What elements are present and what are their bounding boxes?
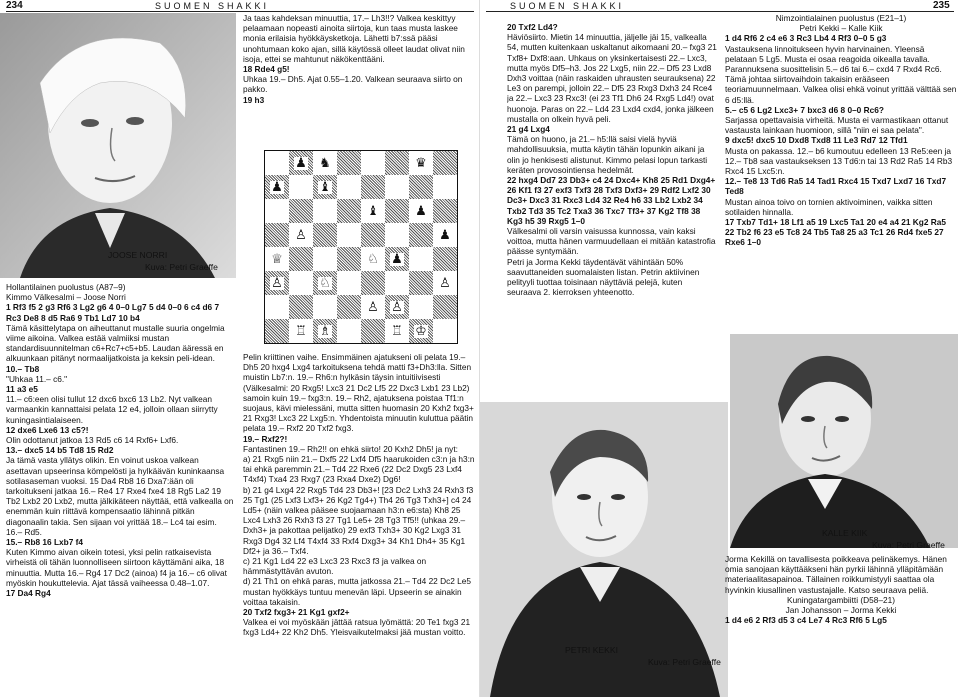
board-square xyxy=(265,247,289,271)
paragraph: Valkea ei voi myöskään jättää ratsua lyömättä: 20 Te1 fxg3 21 fxg3 Ld4+ 22 Kh2 Dh5. Yleisvaikutelmaksi jää mustan voitto. xyxy=(243,617,471,638)
board-square xyxy=(289,175,313,199)
board-square xyxy=(337,223,361,247)
paragraph: b) 21 g4 Lxg4 22 Rxg5 Td4 23 Db3+! [23 Dc2 Lxh3 24 Rxh3 f3 25 Tg1 (25 Lxf3 Lxf3+ 26 Kg2 Tg4+) Th4 26 Tg3 Txh3+] c4 24 Ld5+ (näin valkea pääsee suojaamaan h3:n e6:sta) Kh8 25 Lxc4 Lxh3 26 Rxh3 f3 27 Tg1 Le5+ 28 Tg3 Tf5!! (uhkaa 29.– Dxh3+ ja pakottaa pelijatko) 29 exf3 Txh3+ 30 Kg2 Lxg3 31 Rxg3 Dg4 32 Lf4 T4xf4 33 Rxf4 Dxg3+ 34 Kh1 Dh4+ 35 Kg1 Df2+ ja 36.– Txf4. xyxy=(243,484,474,556)
chess-piece: ♙ xyxy=(439,275,451,291)
board-square xyxy=(337,319,361,343)
move-line: 1 Rf3 f5 2 g3 Rf6 3 Lg2 g6 4 0–0 Lg7 5 d4 0–0 6 c4 d6 7 Rc3 De8 8 d5 Ra6 9 Tb1 Ld7 10 b4 xyxy=(6,302,220,323)
move-line: 1 d4 Rf6 2 c4 e6 3 Rc3 Lb4 4 Rf3 0–0 5 g3 xyxy=(725,33,887,44)
page-number: 234 xyxy=(6,0,23,11)
photo-joose-norri xyxy=(0,13,236,278)
page-number: 235 xyxy=(933,0,950,11)
board-square xyxy=(433,199,457,223)
photo-kalle-kiik xyxy=(730,334,958,548)
paragraph: Olin odottanut jatkoa 13 Rd5 c6 14 Rxf6+ Lxf6. xyxy=(6,435,179,446)
paragraph: "Uhkaa 11.– c6." xyxy=(6,373,68,384)
chess-piece: ♟ xyxy=(415,203,427,219)
move-line: 19.– Rxf2?! xyxy=(243,433,288,444)
move-line: 17 Da4 Rg4 xyxy=(6,588,51,599)
board-square xyxy=(361,271,385,295)
board-square xyxy=(361,247,385,271)
paragraph: Jorma Kekillä on tavallisesta poikkeava pelinäkemys. Hänen omia sanojaan käyttääkseni hän pyrkii lähinnä ylläpitämään materiaalitasapainoa. Tällainen roikkumistyyli saattaa ola hyvinkin kiusallinen vastustajalle. Katso seuraava peliä. xyxy=(725,554,947,595)
board-square xyxy=(409,271,433,295)
paragraph: Sarjassa opettavaisia virheitä. Musta ei varmastikaan ottanut vastausta lainkaan huomioon, sillä "niin ei saa pelata". xyxy=(725,115,949,136)
board-square xyxy=(433,295,457,319)
board-square xyxy=(337,151,361,175)
text-column-3 xyxy=(507,22,717,400)
board-square xyxy=(385,247,409,271)
move-line: 10.– Tb8 xyxy=(6,363,40,374)
board-square xyxy=(361,295,385,319)
paragraph: Petri Kekki – Kalle Kiik xyxy=(799,23,883,34)
move-line: 12 dxe6 Lxe6 13 c5?! xyxy=(6,424,89,435)
paragraph: Nimzointialainen puolustus (E21–1) xyxy=(775,13,907,23)
board-square xyxy=(409,247,433,271)
photo1-caption-name: PETRI KEKKI xyxy=(565,645,619,655)
board-square xyxy=(385,223,409,247)
board-square xyxy=(385,295,409,319)
board-square xyxy=(337,247,361,271)
running-head: SUOMEN SHAKKI xyxy=(155,1,270,11)
board-square xyxy=(433,319,457,343)
chess-piece: ♙ xyxy=(391,299,403,315)
move-line: 12.– Te8 13 Td6 Ra5 14 Tad1 Rxc4 15 Txd7 Lxd7 16 Txd7 Ted8 xyxy=(725,176,947,197)
chess-piece: ♙ xyxy=(295,227,307,243)
paragraph: c) 21 Kg1 Ld4 22 e3 Lxc3 23 Rxc3 f3 ja valkea on hämmästyttävän avuton. xyxy=(243,556,427,577)
paragraph: Häviösiirto. Mietin 14 minuuttia, jäljelle jäi 15, valkealla 54, mutten kuitenkaan uskaltanut aikomaani 20.– fxg3 21 Txf8+ Dxf8:aan. Uhkaus on yksinkertaisesti 22.– Lxc3, mutta myös Df5–h3. Jos 22 Lxg5, niin 22.– Df5 23 Lxd8 Dxh3 voittaa (näin raskaiden uhrausten seurauksena) 22 Le3 on parempi, jolloin 22.– Df5 23 Rxg3 Dxh3 24 Rce4 ja 22.– Lxc3 23 Rxc3! (ei 23 Tf1 Dh6 24 Rxg5 Ld4!) ovat huonoja. Paras on 22.– Ld4 23 Lxd4 cxd4, jonka jälkeen mustalla on olkein hyvä peli. xyxy=(507,32,717,124)
paragraph: Musta on pakassa. 12.– b6 kumoutuu edelleen 13 Re5:een ja 12.– Tb8 saa vastaukseksen 13 Td6:n tai 13 Rd2 Ra5 14 Rb3 Rxc4 15 Lxc5:n. xyxy=(725,145,953,177)
move-line: 18 Rde4 g5! xyxy=(243,64,290,75)
chess-piece: ♕ xyxy=(271,251,283,267)
right-page xyxy=(480,0,960,697)
board-square xyxy=(265,151,289,175)
board-square xyxy=(265,199,289,223)
chess-piece: ♔ xyxy=(415,323,427,339)
board-square xyxy=(409,295,433,319)
board-square xyxy=(433,271,457,295)
move-line: 13.– dxc5 14 b5 Td8 15 Rd2 xyxy=(6,445,114,456)
chess-piece: ♞ xyxy=(319,155,331,171)
chess-piece: ♝ xyxy=(319,179,331,195)
board-square xyxy=(313,151,337,175)
text-column-2-top xyxy=(243,13,475,143)
board-square xyxy=(361,175,385,199)
board-square xyxy=(409,319,433,343)
board-square xyxy=(337,295,361,319)
paragraph: Pelin kriittinen vaihe. Ensimmäinen ajatukseni oli pelata 19.– Dh5 20 hxg4 Lxg4 tarkoituksena tehdä matti f3+Dh3:lla. Sitten muistin Lb7:n. 19.– Rh6:n hylkäsin täysin intuitiivisesti (Välkesalmi: 20 Rxg5! Lxc3 21 Dc2 Lf5 22 Dxc3 Lxb1 23 Lb2) samoin kuin 19.– fxg3:n. 19.– Rh2, ajatuksena poistaa Tf1:n suojaus, kävi mielessäni, mutta sitten huomasin 20 Kxh2 fxg3+ 21 Rxg3! Lxc3 22 Lxg5:n. Yhdentoista minuutin kuluttua päätin pelata 19.– Rxf2 20 Txf2 fxg3. xyxy=(243,352,474,434)
photo2-caption-name: KALLE KIIK xyxy=(822,528,868,538)
paragraph: Tämä käsittelytapa on aiheuttanut mustalle suuria ongelmia viime aikoina. Valkea estää valmiiksi mustan standardisuunnitelman c6+Rc7+c5+b5. Laudan ääressä en alkuunkaan pitänyt normaalijatkoista ja keksin peli-idean. xyxy=(6,322,225,364)
paragraph: Kimmo Välkesalmi – Joose Norri xyxy=(6,292,126,303)
chess-piece: ♟ xyxy=(439,227,451,243)
paragraph: Kuningatargambiitti (D58–21) xyxy=(787,594,895,605)
chess-piece: ♘ xyxy=(367,251,379,267)
board-square xyxy=(313,295,337,319)
chess-piece: ♖ xyxy=(391,323,403,339)
paragraph: Kuten Kimmo aivan oikein totesi, yksi pelin ratkaisevista virheistä oli tähän luonnolliseen siirtoon käyttämäni aika, 18 minuuttia. Mutta 16.– Rg4 17 Dc2 (ainoa) f4 ja 16.– c6 olivat myöskin houkuttelevia. Ajat tässä vaiheessa 0.48–1.07. xyxy=(6,547,227,588)
board-square xyxy=(433,247,457,271)
board-square xyxy=(265,175,289,199)
text-column-4-bottom xyxy=(725,554,957,694)
paragraph: Fantastinen 19.– Rh2!! on ehkä siirto! 20 Kxh2 Dh5! ja nyt: xyxy=(243,443,458,454)
board-square xyxy=(385,199,409,223)
paragraph: d) 21 Th1 on ehkä paras, mutta jatkossa 21.– Td4 22 Dc2 Le5 mustan hyökkäys tuntuu menevän läpi. Upseerin se ainakin voittaa takaisin. xyxy=(243,576,472,607)
header-rule xyxy=(486,11,954,12)
paragraph: Hollantilainen puolustus (A87–9) xyxy=(6,282,126,292)
board-square xyxy=(385,175,409,199)
board-square xyxy=(265,223,289,247)
chess-piece: ♟ xyxy=(391,251,403,267)
move-line: 5.– c5 6 Lg2 Lxc3+ 7 bxc3 d6 8 0–0 Rc6? xyxy=(725,104,884,115)
chess-piece: ♝ xyxy=(367,203,379,219)
board-square xyxy=(337,199,361,223)
board-square xyxy=(313,247,337,271)
chess-piece: ♗ xyxy=(319,323,331,339)
board-square xyxy=(409,223,433,247)
board-square xyxy=(409,199,433,223)
board-square xyxy=(289,151,313,175)
chess-piece: ♙ xyxy=(271,275,283,291)
board-square xyxy=(313,223,337,247)
board-square xyxy=(433,151,457,175)
text-column-2-bottom xyxy=(243,352,475,694)
board-square xyxy=(289,295,313,319)
chess-piece: ♟ xyxy=(295,155,307,171)
board-square xyxy=(337,175,361,199)
move-line: 20 Txf2 fxg3+ 21 Kg1 gxf2+ xyxy=(243,607,350,618)
board-square xyxy=(265,271,289,295)
chess-piece: ♟ xyxy=(271,179,283,195)
board-square xyxy=(361,151,385,175)
running-head: SUOMEN SHAKKI xyxy=(510,1,625,11)
paragraph: 11.– c6:een olisi tullut 12 dxc6 bxc6 13 Lb2. Nyt valkean varmaankin kannattaisi pelata 12 e4, jolloin ollaan siirrytty kuningasintialaiseen. xyxy=(6,394,218,425)
board-square xyxy=(385,319,409,343)
board-square xyxy=(289,319,313,343)
move-line: 19 h3 xyxy=(243,94,265,105)
chess-piece: ♘ xyxy=(319,275,331,291)
chess-piece: ♛ xyxy=(415,155,427,171)
move-line: 21 g4 Lxg4 xyxy=(507,124,550,135)
paragraph: Tämä on huono, ja 21.– h5:llä saisi vielä hyviä mahdollisuuksia, mutta käytin tähän lopunkin aikani ja olin jo henkisesti alistunut. Kimmo pelasi lopun tarkasti keräten provosointiensa hedelmät. xyxy=(507,134,708,175)
header-rule xyxy=(6,11,474,12)
board-square xyxy=(385,151,409,175)
board-square xyxy=(313,319,337,343)
board-square xyxy=(361,223,385,247)
board-square xyxy=(385,271,409,295)
chess-diagram xyxy=(264,150,458,344)
photo1-caption-credit: Kuva: Petri Graeffe xyxy=(648,657,721,667)
move-line: 17 Txb7 Td1+ 18 Lf1 a5 19 Lxc5 Ta1 20 e4 a4 21 Kg2 Ra5 22 Tb2 f6 23 e5 Tc8 24 Tb5 Ta8 25 a3 Tc1 26 Rd4 fxe5 27 Rxe6 1–0 xyxy=(725,217,946,248)
paragraph: Ja tämä vasta yllätys olikin. En voinut uskoa valkean asettavan upseerinsa kömpelösti ja hylkäävän kuninkaansa sotilasaseman vuoksi. 15 Da4 Rb8 16 Dxa7:ään oli tarkoitukseni jatkaa 16.– Re4 17 Rxe4 fxe4 18 Rg5 La2 19 Tb2 Lxb2 20 Lxb2, mutta jälkikäteen näyttää, että valkealla on enemmän kuin riittävä kompensaatio lähinnä pitkän diagonaalin takia. Sen sijaan voi yrittää 18.– Lc4 tai esim. 16.– Rd5. xyxy=(6,455,234,537)
board-square xyxy=(433,175,457,199)
move-line: 15.– Rb8 16 Lxb7 f4 xyxy=(6,537,84,548)
chess-piece: ♖ xyxy=(295,323,307,339)
move-line: 11 a3 e5 xyxy=(6,384,38,395)
paragraph: Petri ja Jorma Kekki täydentävät vähintään 50% saavuttaneiden suomalaisten listan. Petrin aktiivinen pelityyli tuottaa toisinaan näyttäviä pelejä, kuten seuraava 2. kierroksen yhteenotto. xyxy=(507,256,700,298)
board-square xyxy=(361,199,385,223)
board-square xyxy=(409,175,433,199)
text-column-1 xyxy=(6,282,234,694)
move-line: 22 hxg4 Dd7 23 Db3+ c4 24 Dxc4+ Kh8 25 Rd1 Dxg4+ 26 Kf1 f3 27 exf3 Txf3 28 Txf3 Dxf3+ 29 Rdf2 Lxf2 30 Dc3+ Dxc3 31 Rxc3 Ld4 32 Re4 h6 33 Lb2 Lxb2 34 Txb2 Td3 35 Tc2 Txa3 36 Txc7 Tf3+ 37 Kg2 Tf8 38 Kg3 h5 39 Rxg5 1–0 xyxy=(507,175,716,226)
photo-caption-name: JOOSE NORRI xyxy=(108,250,168,260)
move-line: 9 dxc5! dxc5 10 Dxd8 Txd8 11 Le3 Rd7 12 Tfd1 xyxy=(725,135,908,146)
photo2-caption-credit: Kuva: Petri Graeffe xyxy=(872,540,945,550)
photo-caption-credit: Kuva: Petri Graeffe xyxy=(145,262,218,272)
board-square xyxy=(265,295,289,319)
move-line: 1 d4 e6 2 Rf3 d5 3 c4 Le7 4 Rc3 Rf6 5 Lg5 xyxy=(725,615,887,626)
paragraph: Vastauksena linnoitukseen hyvin harvinainen. Yleensä pelataan 5 Lg5. Musta ei osaa reagoida oikealla tavalla. Parannuksena suosittelisin 5.– d6 tai 6.– cxd4 7 Rxd4 Rc6. Tämä johtaa siirtovaihdoin takaisin erääseen teoriamuunnelmaan. Valkea olisi ehkä voinut yrittää välttää sen 6 d5:llä. xyxy=(725,43,957,105)
paragraph: Jan Johansson – Jorma Kekki xyxy=(785,605,897,616)
board-square xyxy=(289,223,313,247)
paragraph: Ja taas kahdeksan minuuttia, 17.– Lh3!!? Valkea keskittyy pelaamaan nopeasti ainoita siirtoja, kun taas musta laskee monia erilaisia hyökkäysketkoja. Lähetti b7:ssä pääsi unohtumaan koko ajan, sillä käytössä olleet laudat olivat niin isoja, ettei se mahtunut näkökenttääni. xyxy=(243,13,465,64)
board-square xyxy=(289,271,313,295)
paragraph: Uhkaa 19.– Dh5. Ajat 0.55–1.20. Valkean seuraava siirto on pakko. xyxy=(243,74,463,95)
board-square xyxy=(313,271,337,295)
board-square xyxy=(337,271,361,295)
board-square xyxy=(265,319,289,343)
board-square xyxy=(313,199,337,223)
board-square xyxy=(433,223,457,247)
paragraph: Välkesalmi oli varsin vaisussa kunnossa, vain kaksi voittoa, mutta hänen varmuudellaan ei mitään katastrofia päässe syntymään. xyxy=(507,226,716,257)
board-square xyxy=(361,319,385,343)
board-square xyxy=(289,247,313,271)
board-square xyxy=(409,151,433,175)
chess-piece: ♙ xyxy=(367,299,379,315)
move-line: 20 Txf2 Ld4? xyxy=(507,22,558,32)
board-square xyxy=(313,175,337,199)
paragraph: a) 21 Rxg5 niin 21.– Dxf5 22 Lxf4 Df5 haarukoiden c3:n ja h3:n tai ehkä paremmin 21.– Td4 22 Rxe6 (22 Dc2 Dxg5 23 Lxf4 T4xf4) Txa4 23 Rxg7 (23 Rxa4 Dxe2) Dg6! xyxy=(243,454,475,485)
paragraph: Mustan ainoa toivo on tornien aktivoiminen, vaikka sitten sotilaiden hinnalla. xyxy=(725,196,933,217)
board-square xyxy=(289,199,313,223)
text-column-4 xyxy=(725,13,957,331)
